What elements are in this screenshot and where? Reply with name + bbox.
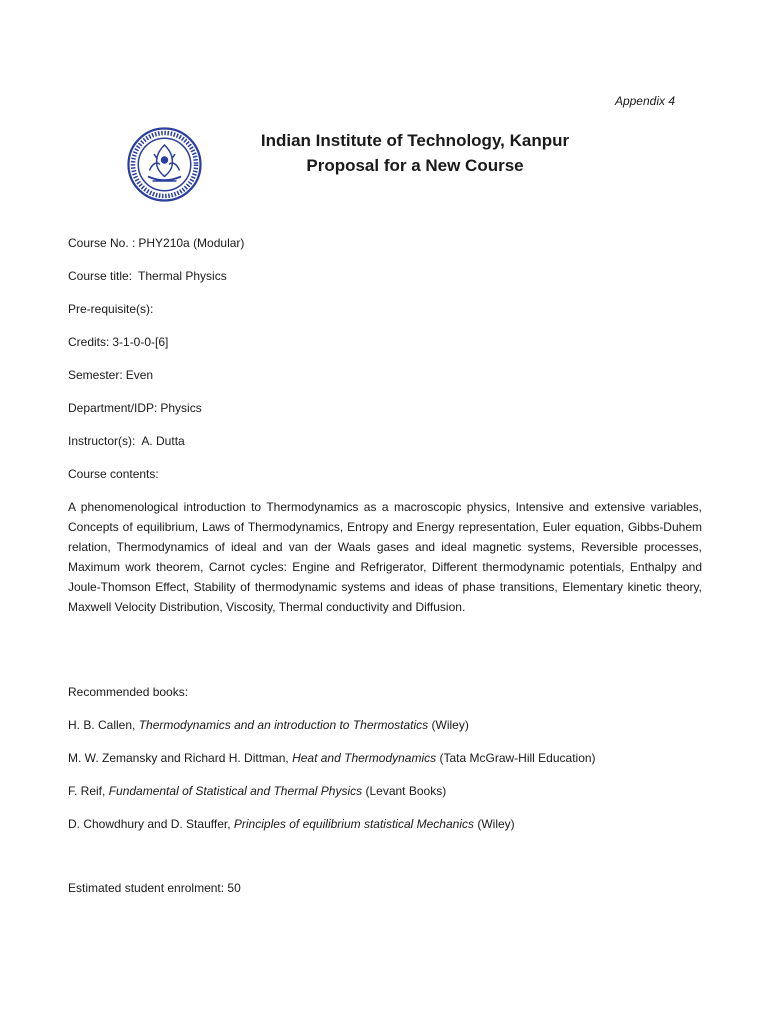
book-authors: H. B. Callen, [68,718,136,732]
course-title-value: Thermal Physics [138,269,227,283]
course-contents-label: Course contents: [68,467,159,481]
book-authors: F. Reif, [68,784,106,798]
book-item [68,751,596,765]
department-row [68,401,202,415]
course-no-value: PHY210a (Modular) [138,236,245,250]
proposal-title: Proposal for a New Course [306,156,524,175]
instructor-label: Instructor(s): [68,434,136,448]
document-heading [230,128,600,178]
iitk-seal-logo [127,127,202,202]
prerequisite-label: Pre-requisite(s): [68,302,154,316]
book-publisher: (Wiley) [431,718,469,732]
department-label: Department/IDP: [68,401,158,415]
semester-label: Semester: [68,368,123,382]
instructor-row [68,434,185,448]
book-publisher: (Wiley) [477,817,515,831]
book-authors: D. Chowdhury and D. Stauffer, [68,817,231,831]
course-contents-text: A phenomenological introduction to Thermodynamics as a macroscopic physics, Intensive and extensive variables, Concepts of equilibrium, Laws of Thermodynamics, Entropy and Energy representation, Euler equation, Gibbs-Duhem relation, Thermodynamics of ideal and van der Waals gases and ideal magnetic systems, Reversible processes, Maximum work theorem, Carnot cycles: Engine and Refrigerator, Different thermodynamic potentials, Enthalpy and Joule-Thomson Effect, Stability of thermodynamic systems and ideas of phase transitions, Elementary kinetic theory, Maxwell Velocity Distribution, Viscosity, Thermal conductivity and Diffusion. [68,500,702,614]
book-title: Heat and Thermodynamics [292,751,437,765]
institute-name: Indian Institute of Technology, Kanpur [260,131,570,150]
semester-row [68,368,153,382]
book-item [68,817,515,831]
book-title: Fundamental of Statistical and Thermal Physics [108,784,363,798]
credits-label: Credits: [68,335,110,349]
course-no-label: Course No. : [68,236,136,250]
recommended-books-label: Recommended books: [68,685,189,699]
department-value: Physics [160,401,202,415]
credits-value: 3-1-0-0-[6] [112,335,169,349]
prerequisite-row [68,302,153,316]
book-authors: M. W. Zemansky and Richard H. Dittman, [68,751,289,765]
estimated-enrolment: Estimated student enrolment: 50 [68,881,241,895]
book-item [68,718,469,732]
book-title: Principles of equilibrium statistical Mechanics [233,817,474,831]
book-item [68,784,446,798]
book-publisher: (Levant Books) [365,784,447,798]
instructor-value: A. Dutta [141,434,185,448]
course-no-row [68,236,244,250]
book-title: Thermodynamics and an introduction to Thermostatics [138,718,429,732]
book-publisher: (Tata McGraw-Hill Education) [439,751,596,765]
course-title-label: Course title: [68,269,133,283]
course-title-row [68,269,227,283]
semester-value: Even [125,368,154,382]
appendix-label: Appendix 4 [614,94,675,108]
credits-row [68,335,168,349]
